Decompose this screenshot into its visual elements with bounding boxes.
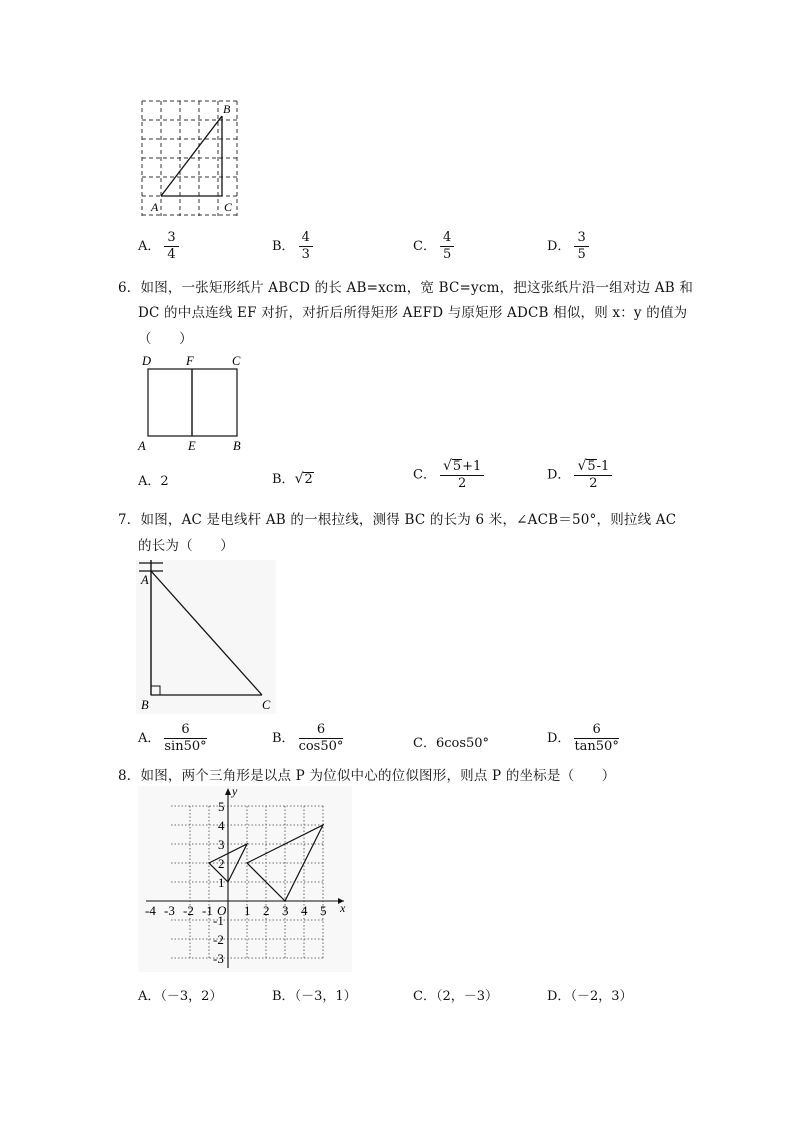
q8-coordinate-figure <box>138 786 352 972</box>
q8-stem-line1: 8．如图，两个三角形是以点 P 为位似中心的位似图形，则点 P 的坐标是（ ） <box>118 768 616 784</box>
q8-y-tick-label: 1 <box>218 875 225 890</box>
q8-x-tick-label: -4 <box>145 903 156 918</box>
q8-x-axis-label: x <box>340 901 346 915</box>
q8-y-tick-label: 2 <box>218 856 225 871</box>
q8-x-tick-label: 4 <box>301 903 308 918</box>
q7-option-a[interactable]: A． $\frac{6}{\sin 50^\circ}$ <box>138 722 207 754</box>
q7-label-c: C <box>262 698 271 712</box>
q8-x-tick-label: -2 <box>183 903 194 918</box>
q7-pole-figure <box>136 560 276 714</box>
q5-label-a: A <box>151 200 159 214</box>
q8-y-axis-label: y <box>232 786 238 798</box>
q6-stem-line3: （ ） <box>138 331 193 347</box>
q7-stem-line1: 7．如图，AC 是电线杆 AB 的一根拉线，测得 BC 的长为 6 米，∠ACB＝50°，则拉线 AC <box>118 512 677 528</box>
q8-x-tick-label: 1 <box>244 903 251 918</box>
q8-y-tick-label: 4 <box>218 818 225 833</box>
q7-figure-background <box>136 560 276 714</box>
q6-option-b[interactable]: B．√2 <box>272 471 313 487</box>
q8-x-tick-label: O <box>217 903 227 918</box>
q6-label-a: A <box>138 439 146 453</box>
q6-option-a[interactable]: A．2 <box>138 474 169 489</box>
q8-y-tick-label: -2 <box>213 932 224 947</box>
q8-option-b[interactable]: B．（－3，1） <box>272 989 357 1004</box>
q8-y-tick-label: -1 <box>213 913 224 928</box>
q6-label-f: F <box>186 354 194 368</box>
q5-option-c[interactable]: C． $\frac{4}{5}$ <box>413 230 454 263</box>
q7-option-d[interactable]: D． $\frac{6}{\tan 50^\circ}$ <box>547 722 619 754</box>
q8-option-a[interactable]: A．（－3，2） <box>138 989 223 1004</box>
q8-option-d[interactable]: D．（－2，3） <box>547 989 633 1004</box>
q6-stem-line2: DC 的中点连线 EF 对折，对折后所得矩形 AEFD 与原矩形 ADCB 相似，则 x：y 的值为 <box>138 305 688 321</box>
q7-option-b[interactable]: B． $\frac{6}{\cos 50^\circ}$ <box>272 722 344 754</box>
q8-x-tick-label: 5 <box>320 903 327 918</box>
q6-label-c: C <box>232 354 241 368</box>
q8-x-tick-label: -1 <box>202 903 213 918</box>
q6-option-c[interactable]: C． $\frac{√5+1}{2}$ <box>413 458 484 492</box>
q6-rectangle-figure <box>136 350 248 456</box>
q6-label-e: E <box>188 439 196 453</box>
q8-y-tick-label: 5 <box>218 799 225 814</box>
q8-figure-background <box>138 786 352 972</box>
q8-x-tick-label: -3 <box>164 903 175 918</box>
q5-grid-figure <box>138 98 248 220</box>
q8-option-c[interactable]: C．（2，－3） <box>413 989 498 1004</box>
q8-x-tick-label: 3 <box>282 903 289 918</box>
q5-option-b[interactable]: B． $\frac{4}{3}$ <box>272 230 313 263</box>
q7-label-a: A <box>141 573 149 587</box>
q5-label-b: B <box>223 102 231 116</box>
q6-stem-line1: 6．如图，一张矩形纸片 ABCD 的长 AB=xcm，宽 BC=ycm，把这张纸片沿一组对边 AB 和 <box>118 280 694 296</box>
q8-x-tick-label: 2 <box>263 903 270 918</box>
q5-option-d[interactable]: D． $\frac{3}{5}$ <box>547 230 589 263</box>
q7-label-b: B <box>141 698 149 712</box>
q5-label-c: C <box>224 200 233 214</box>
q7-option-c[interactable]: C．6cos50° <box>413 736 490 751</box>
q5-triangle-abc <box>161 116 222 196</box>
q8-y-tick-label: -3 <box>213 951 224 966</box>
q5-option-a[interactable]: A． $\frac{3}{4}$ <box>138 230 179 263</box>
q8-y-tick-label: 3 <box>218 837 225 852</box>
q6-label-b: B <box>233 439 241 453</box>
q6-label-d: D <box>142 354 152 368</box>
q6-option-d[interactable]: D． $\frac{√5-1}{2}$ <box>547 458 612 492</box>
q7-stem-line2: 的长为（ ） <box>138 538 234 554</box>
